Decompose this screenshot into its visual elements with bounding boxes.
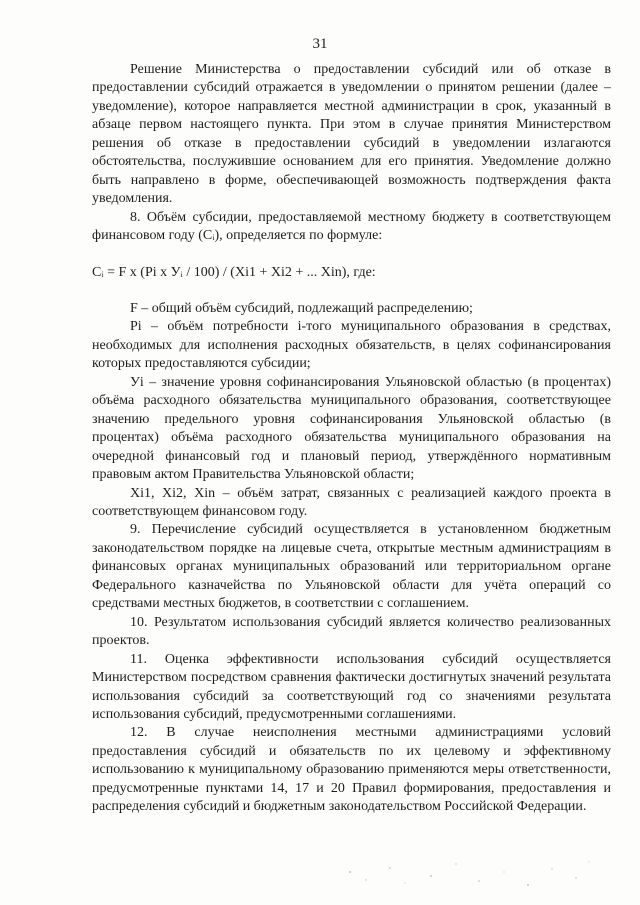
scan-noise-dots — [338, 850, 598, 890]
paragraph-item-11: 11. Оценка эффективности использования субсидий осуществляется Министерством посредством сравнения фактически достигнутых значений результата использования субсидий за соответствующий год со значениями результата использования субсидий, предусмотренными соглашениями. — [92, 651, 611, 722]
subsidy-formula: Cᵢ = F x (Pi x Уᵢ / 100) / (Xi1 + Xi2 + ... Xin), где: — [92, 264, 376, 280]
paragraph-item-12: 12. В случае неисполнения местными администрациями условий предоставления субсидий и обязательств по их целевому и эффективному использованию к муниципальному образованию применяются меры ответственности, предусмотренные пунктами 14, 17 и 20 Правил формирования, предоставления и распределения субсидий и бюджетным законодательством Российской Федерации. — [92, 725, 611, 815]
definition-xi: Xi1, Xi2, Xin – объём затрат, связанных с реализацией каждого проекта в соответствующем финансовом году. — [92, 485, 611, 519]
definition-pi: Pi – объём потребности i-того муниципального образования в средствах, необходимых для исполнения расходных обязательств, в целях софинансирования которых предоставляются субсидии; — [92, 319, 611, 372]
document-body — [92, 61, 611, 817]
paragraph-item-10: 10. Результатом использования субсидий является количество реализованных проектов. — [92, 614, 611, 649]
paragraph-notification: Решение Министерства о предоставлении субсидий или об отказе в предоставлении субсидий отражается в уведомлении о принятом решении (далее – уведомление), которое направляется местной администрации в срок, указанный в абзаце первом настоящего пункта. При этом в случае принятия Министерством решения об отказе в предоставлении субсидий в уведомлении излагаются обстоятельства, послужившие основанием для его принятия. Уведомление должно быть направлено в форме, обеспечивающей возможность подтверждения факта уведомления. — [92, 62, 611, 207]
paragraph-item-8: 8. Объём субсидии, предоставляемой местному бюджету в соответствующем финансовом году (Cᵢ), определяется по формуле: — [92, 209, 611, 244]
paragraph-item-9: 9. Перечисление субсидий осуществляется в установленном бюджетным законодательством порядке на лицевые счета, открытые местным администрациям в финансовых органах муниципальных образований или территориальном органе Федерального казначейства по Ульяновской области для учёта операций со средствами местных бюджетов, в соответствии с соглашением. — [92, 522, 611, 612]
definition-ui: Уi – значение уровня софинансирования Ульяновской областью (в процентах) объёма расходного обязательства муниципального образования, соответствующее значению предельного уровня софинансирования Ульяновской областью (в процентах) объёма расходного обязательства муниципального образования на очередной финансовый год и плановый период, утверждённого нормативным правовым актом Правительства Ульяновской области; — [92, 374, 611, 483]
definition-f: F – общий объём субсидий, подлежащий распределению; — [130, 300, 473, 316]
page-number: 31 — [312, 36, 328, 52]
